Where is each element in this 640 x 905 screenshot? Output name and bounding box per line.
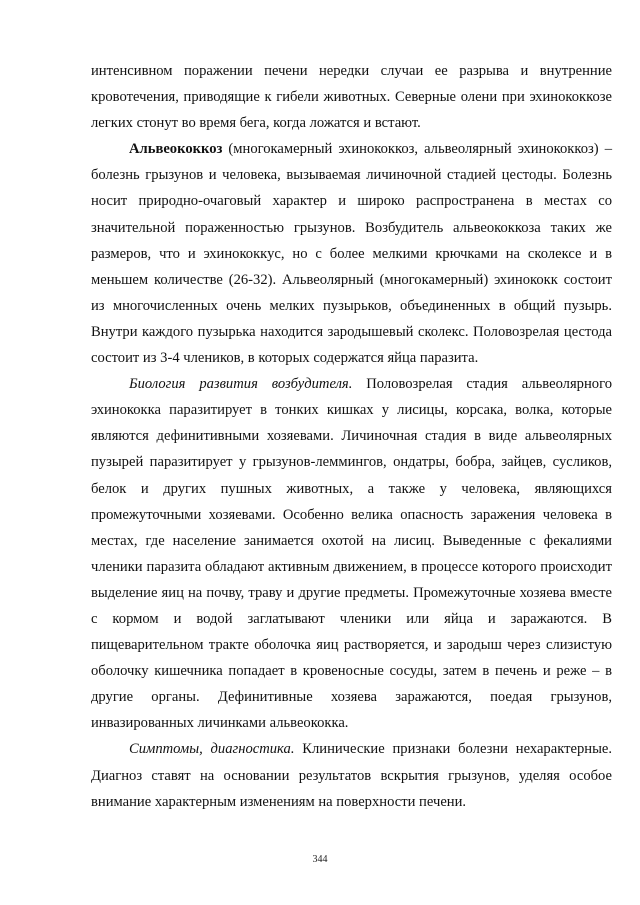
paragraph-body: интенсивном поражении печени нередки случаи ее разрыва и внутренние кровотечения, приводящие к гибели животных. Северные олени при эхинококкозе легких стонут во время бега, когда ложатся и встают. [91,63,612,132]
section-heading: Симптомы, диагностика. [129,741,295,758]
paragraph-symptoms [91,736,612,814]
section-heading: Биология развития возбудителя. [129,376,353,393]
paragraph-body: Половозрелая стадия альвеолярного эхинококка паразитирует в тонких кишках у лисицы, корсака, волка, которые являются дефинитивными хозяевами. Личиночная стадия в виде альвеолярных пузырей паразитирует у грызунов-леммингов, ондатры, бобра, зайцев, сусликов, белок и других пушных животных, а также у человека, являющихся промежуточными хозяевами. Особенно велика опасность заражения человека в местах, где население занимается охотой на лисиц. Выведенные с фекалиями членики паразита обладают активным движением, в процессе которого происходит выделение яиц на почву, траву и другие предметы. Промежуточные хозяева вместе с кормом и водой заглатывают членики или яйца и заражаются. В пищеварительном тракте оболочка яиц растворяется, и зародыш через слизистую оболочку кишечника попадает в кровеносные сосуды, затем в печень и реже – в другие органы. Дефинитивные хозяева заражаются, поедая грызунов, инвазированных личинками альвеококка. [91,376,612,732]
paragraph-biology [91,371,612,736]
term-heading: Альвеококкоз [129,141,223,158]
paragraph-continuation [91,58,612,136]
document-page [91,58,612,815]
page-number: 344 [312,854,328,865]
paragraph-alveococcosis [91,136,612,371]
paragraph-body: (многокамерный эхинококкоз, альвеолярный эхинококкоз) – болезнь грызунов и человека, вызываемая личиночной стадией цестоды. Болезнь носит природно-очаговый характер и широко распространена в местах со значительной пораженностью грызунов. Возбудитель альвеококкоза таких же размеров, что и эхинококкус, но с более мелкими крючками на сколексе и в меньшем количестве (26-32). Альвеолярный (многокамерный) эхинококк состоит из многочисленных очень мелких пузырьков, объединенных в общий пузырь. Внутри каждого пузырька находится зародышевый сколекс. Половозрелая цестода состоит из 3-4 члеников, в которых содержатся яйца паразита. [91,141,612,367]
paragraph-body: Клинические признаки болезни нехарактерные. Диагноз ставят на основании результатов вскрытия грызунов, уделяя особое внимание характерным изменениям на поверхности печени. [91,741,612,810]
